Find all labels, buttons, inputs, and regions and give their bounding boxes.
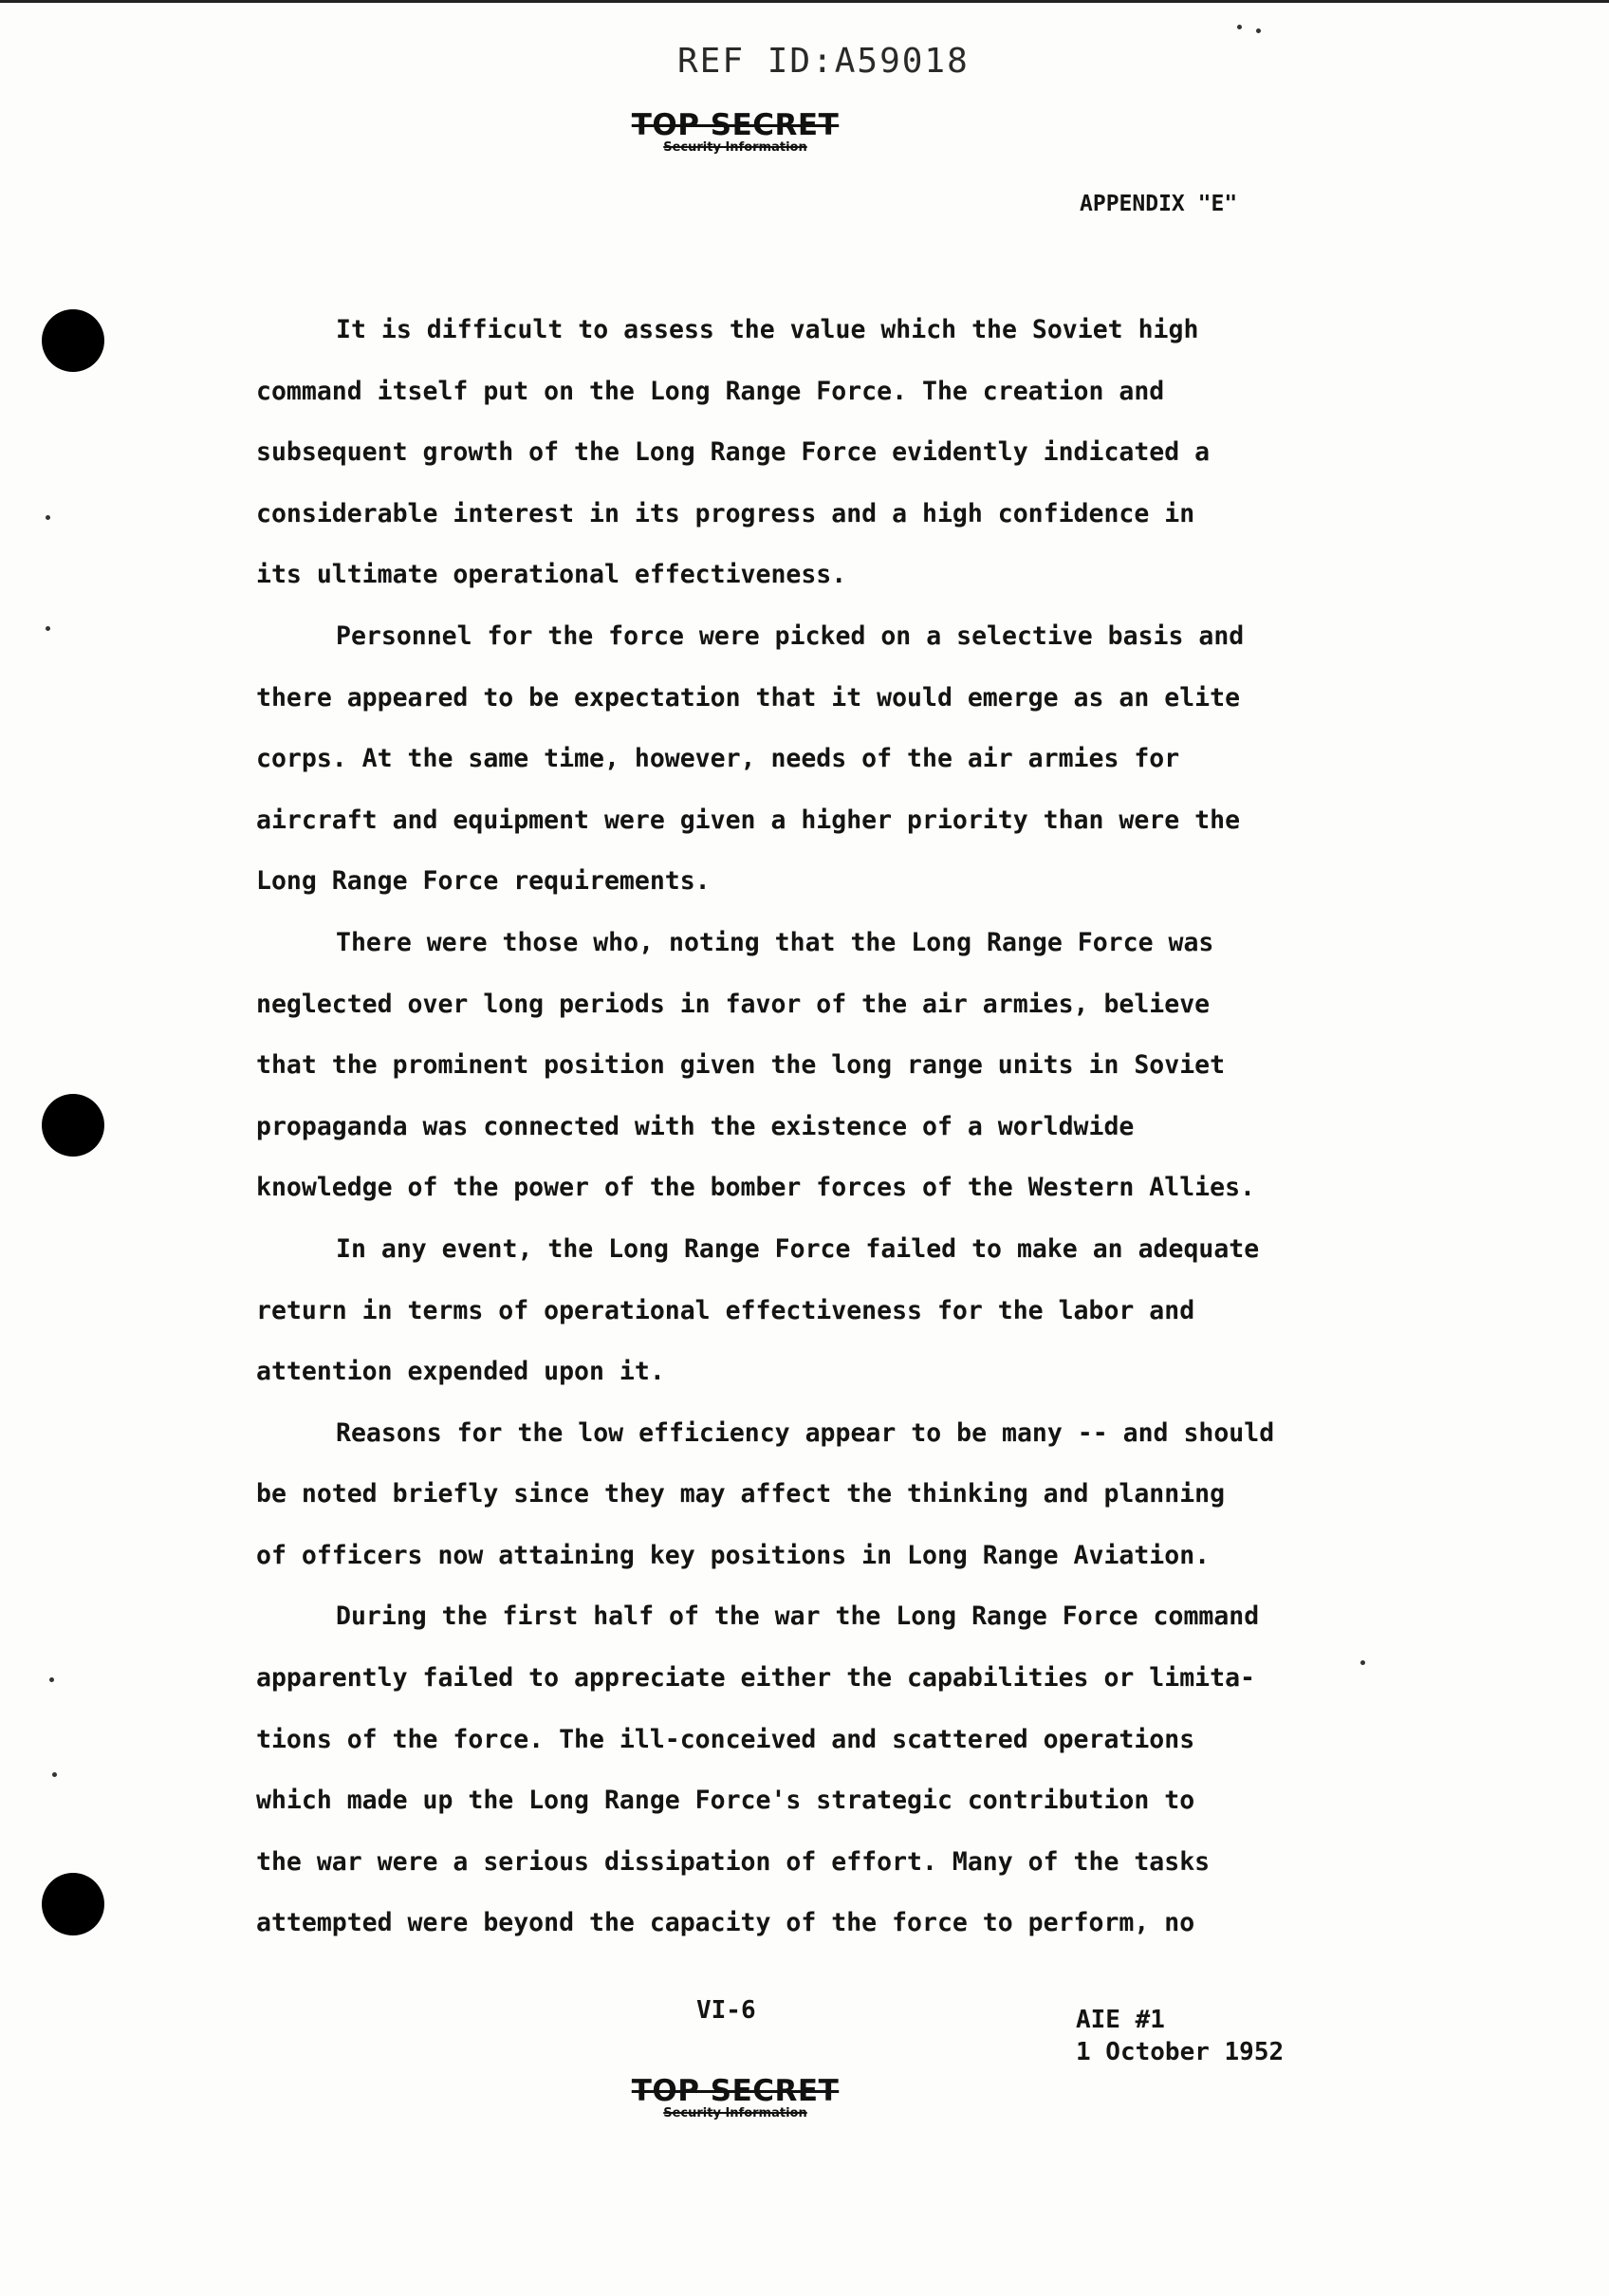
paragraph-6: During the first half of the war the Long Range Force command apparently failed to appreciate either the capabilities or limita- tions of the force. The ill-conceived and scattered operations which made up the Long Range Force's strategic contribution to the war were a serious dissipation of effort. Many of the tasks attempted were beyond the capacity of the force to perform, no	[256, 1602, 1260, 1938]
paragraph-2: Personnel for the force were picked on a selective basis and there appeared to be expectation that it would emerge as an elite corps. At the same time, however, needs of the air armies for aircraft and equipment were given a higher priority than were the Long Range Force requirements.	[256, 620, 1245, 897]
aie-block	[1076, 2004, 1284, 2068]
document-body	[256, 300, 1328, 1954]
paragraph-4: In any event, the Long Range Force failed to make an adequate return in terms of operational effectiveness for the labor and attention expended upon it.	[256, 1233, 1260, 1387]
scan-speck	[1360, 1660, 1365, 1665]
page-top-edge	[0, 0, 1609, 3]
page-number: VI-6	[696, 1996, 756, 2025]
scan-speck	[52, 1772, 57, 1777]
scan-speck	[1237, 25, 1242, 29]
scan-speck	[46, 515, 50, 520]
classification-label: TOP SECRET	[631, 108, 840, 142]
paragraph-3: There were those who, noting that the Long Range Force was neglected over long periods in favor of the air armies, believe that the prominent position given the long range units in Soviet propaganda was connected with the existence of a worldwide knowledge of the power of the bomber forces of the Western Allies.	[256, 927, 1255, 1203]
classification-label-bottom: TOP SECRET	[631, 2074, 840, 2108]
document-date: 1 October 1952	[1076, 2038, 1285, 2066]
appendix-label: APPENDIX "E"	[1080, 192, 1238, 216]
punch-hole-bottom	[42, 1873, 104, 1935]
classification-caveat-bottom: Security Information	[663, 2106, 807, 2120]
scan-speck	[1256, 28, 1261, 33]
scan-speck	[46, 626, 50, 631]
ref-id: REF ID:A59018	[677, 42, 970, 81]
punch-hole-middle	[42, 1094, 104, 1157]
paragraph-5: Reasons for the low efficiency appear to be many -- and should be noted briefly since they may affect the thinking and planning of officers now attaining key positions in Long Range Aviation.	[256, 1417, 1275, 1570]
aie-number: AIE #1	[1076, 2006, 1165, 2034]
paragraph-1: It is difficult to assess the value which the Soviet high command itself put on the Long Range Force. The creation and subsequent growth of the Long Range Force evidently indicated a considerable interest in its progress and a high confidence in its ultimate operational effectiveness.	[256, 315, 1211, 590]
classification-caveat: Security Information	[663, 140, 807, 155]
classification-stamp-bottom	[607, 2074, 863, 2120]
punch-hole-top	[42, 309, 104, 372]
scan-speck	[49, 1677, 54, 1682]
classification-stamp-top	[607, 108, 863, 155]
